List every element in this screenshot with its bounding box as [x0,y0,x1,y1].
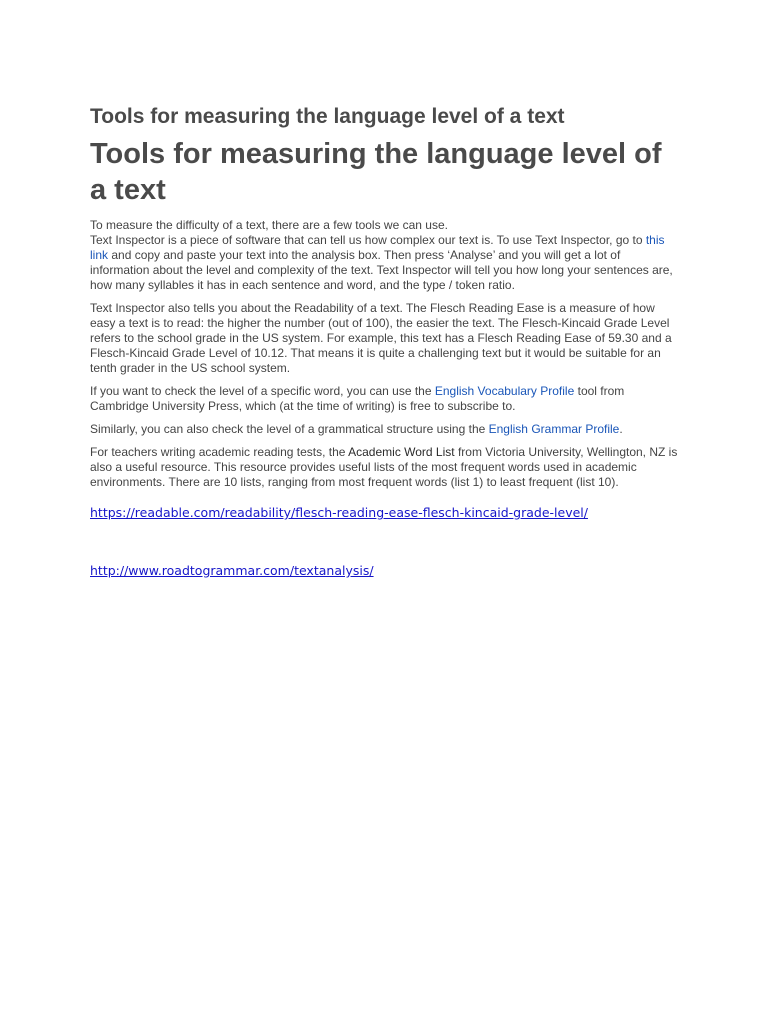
english-grammar-profile-link[interactable]: English Grammar Profile [488,422,620,436]
url-block-2 [90,562,680,580]
awl-text-before: For teachers writing academic reading tests, the [90,445,349,459]
intro-text-b: and copy and paste your text into the analysis box. Then press ‘Analyse’ and you will get a lot of information about the level and complexity of the text. Text Inspector will tell you how long your sentences are, how many syllables it has in each sentence and word, and the type / token ratio. [90,248,673,292]
intro-paragraph [90,218,680,293]
academic-word-list-paragraph [90,445,680,490]
grammar-text-after: . [619,422,623,436]
english-vocabulary-profile-link[interactable]: English Vocabulary Profile [434,384,575,398]
page-title: Tools for measuring the language level of a text [90,138,662,206]
vocabulary-paragraph [90,384,680,414]
this-link[interactable]: this link [90,233,665,262]
intro-text-a: Text Inspector is a piece of software that can tell us how complex our text is. To use Text Inspector, go to [90,233,646,247]
intro-line-1: To measure the difficulty of a text, there are a few tools we can use. [90,218,448,232]
url-block-1 [90,504,680,522]
vocabulary-text-before: If you want to check the level of a specific word, you can use the [90,384,435,398]
grammar-paragraph [90,422,680,437]
vocabulary-text-after: tool from Cambridge University Press, which (at the time of writing) is free to subscribe to. [90,384,625,413]
academic-word-list-text: Academic Word List [348,445,455,459]
readability-paragraph: Text Inspector also tells you about the Readability of a text. The Flesch Reading Ease is a measure of how easy a text is to read: the higher the number (out of 100), the easier the text. The Flesch-Kincaid Grade Level refers to the school grade in the US system. For example, this text has a Flesch Reading Ease of 59.30 and a Flesch-Kincaid Grade Level of 10.12. That means it is quite a challenging text but it would be suitable for an tenth grader in the US school system. [90,301,672,375]
readable-url-link[interactable]: https://readable.com/readability/flesch-reading-ease-flesch-kincaid-grade-level/ [90,505,588,520]
grammar-text-before: Similarly, you can also check the level of a grammatical structure using the [90,422,489,436]
roadtogrammar-url-link[interactable]: http://www.roadtogrammar.com/textanalysis/ [90,563,374,578]
document-header-title: Tools for measuring the language level of a text [90,105,565,128]
awl-text-after: from Victoria University, Wellington, NZ is also a useful resource. This resource provides useful lists of the most frequent words used in academic environments. There are 10 lists, ranging from most frequent words (list 1) to least frequent (list 10). [90,445,678,489]
